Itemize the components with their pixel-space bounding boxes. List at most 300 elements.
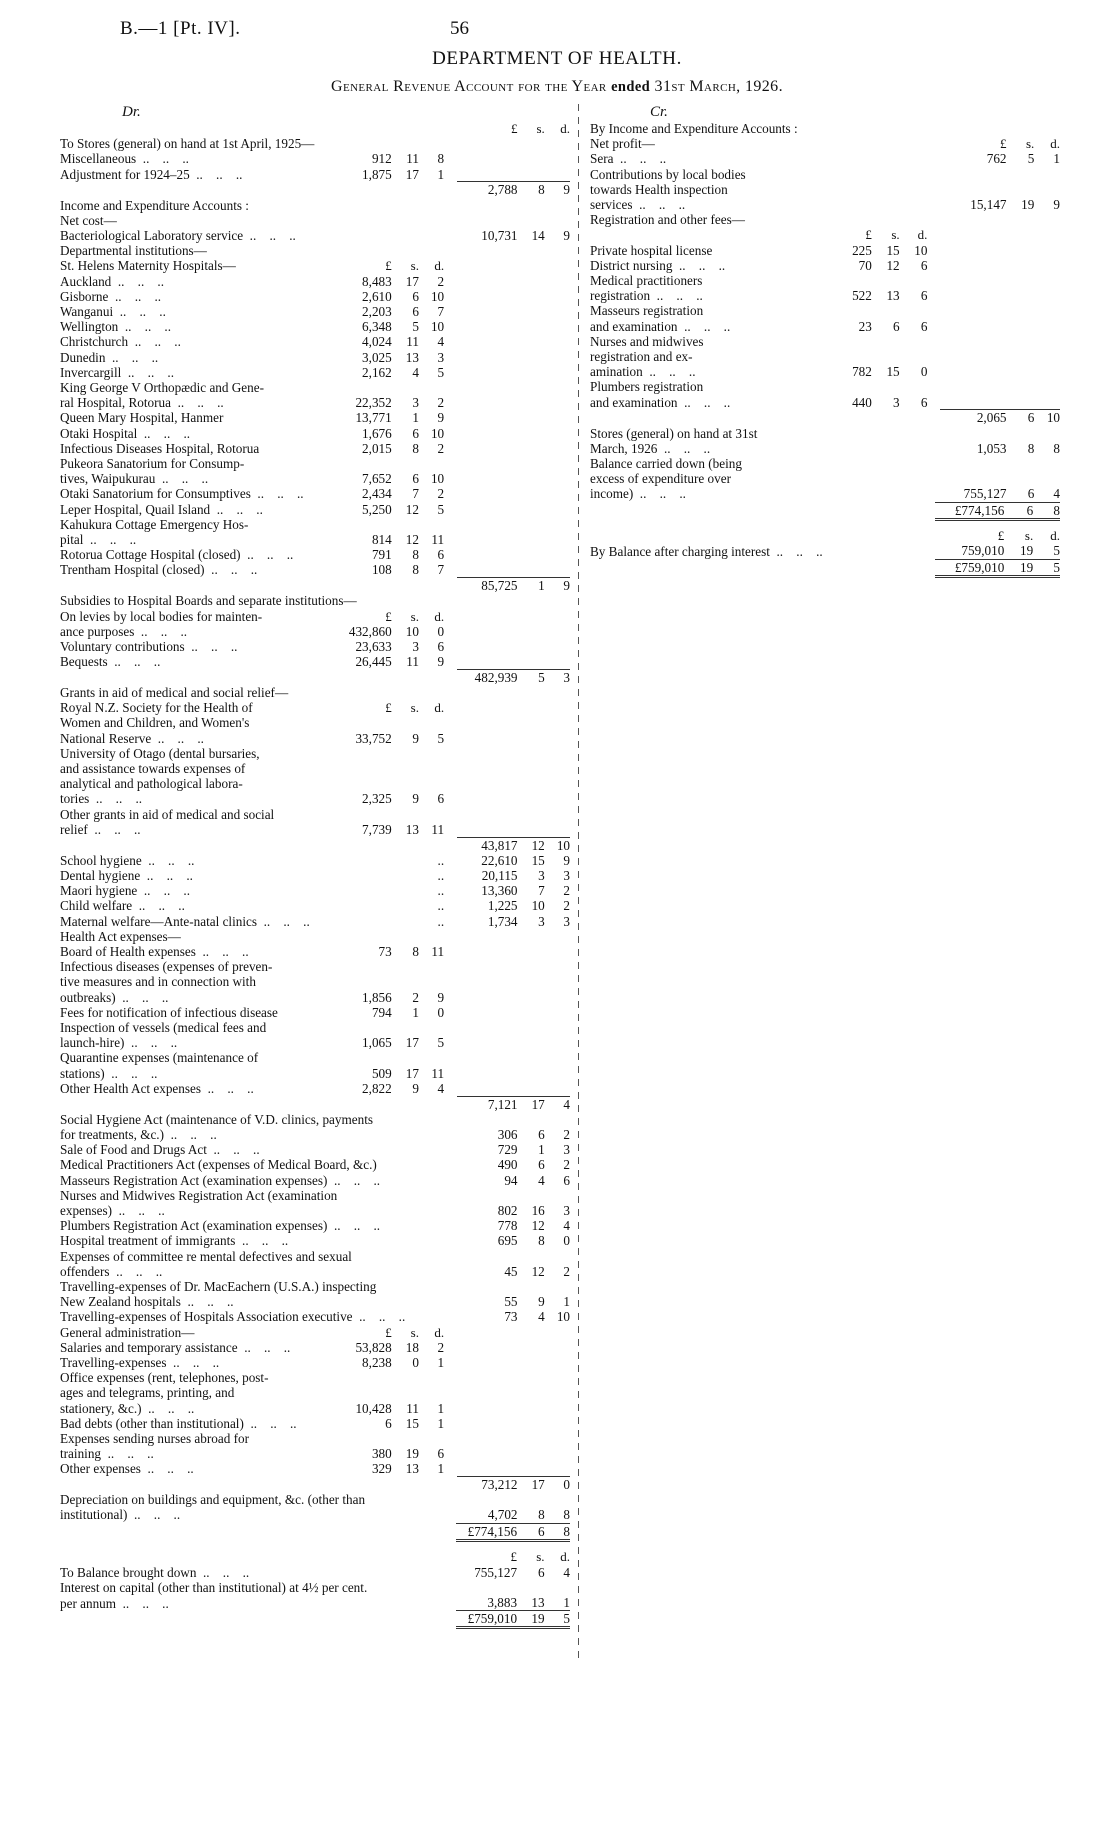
inner-pence: 1 <box>437 1354 445 1370</box>
table-row <box>60 456 570 471</box>
outer-pence <box>545 807 570 822</box>
outer-pounds <box>457 822 518 837</box>
inner-pence: 6 <box>437 1446 445 1462</box>
inner-shillings <box>872 151 900 166</box>
table-row <box>590 426 1060 441</box>
table-row <box>590 121 1060 136</box>
outer-pounds <box>940 243 1006 258</box>
inner-pence: d. <box>434 1324 445 1340</box>
row-description: pital .. .. .. <box>60 531 137 547</box>
table-row <box>60 731 570 746</box>
gap <box>927 212 940 227</box>
outer-pounds <box>457 761 518 776</box>
gap <box>444 914 457 929</box>
table-row <box>60 1580 570 1595</box>
outer-shillings <box>518 456 545 471</box>
outer-shillings: 3 <box>538 867 545 883</box>
gap <box>444 1081 457 1096</box>
outer-shillings: 6 <box>538 1157 545 1173</box>
outer-pence <box>545 334 570 349</box>
outer-shillings: 3 <box>538 913 545 929</box>
table-row <box>60 151 570 166</box>
gap <box>927 379 940 394</box>
gap <box>927 288 940 303</box>
inner-pounds: 782 <box>852 364 872 380</box>
gap <box>444 1050 457 1065</box>
outer-pounds <box>940 395 1006 410</box>
outer-pence <box>545 1050 570 1065</box>
gap <box>444 1294 457 1309</box>
outer-shillings <box>518 1355 545 1370</box>
table-row <box>60 1066 570 1081</box>
inner-pounds: £ <box>865 227 872 243</box>
inner-pence <box>419 228 444 243</box>
table-row <box>60 1096 570 1112</box>
gap <box>444 243 457 258</box>
table-row <box>60 319 570 334</box>
outer-pounds: 73,212 <box>457 1477 518 1493</box>
row-description: Sale of Food and Drugs Act .. .. .. <box>60 1142 260 1158</box>
outer-shillings <box>1007 243 1035 258</box>
inner-shillings: 8 <box>412 562 419 578</box>
row-description: ages and telegrams, printing, and <box>60 1385 235 1401</box>
inner-pence: d. <box>917 227 928 243</box>
row-description: Other Health Act expenses .. .. .. <box>60 1080 254 1096</box>
table-row <box>60 1157 570 1172</box>
debit-rows <box>60 136 570 1522</box>
gap <box>444 1340 457 1355</box>
outer-pence: 4 <box>563 1218 570 1234</box>
outer-shillings: 8 <box>538 1507 545 1523</box>
gap <box>444 1020 457 1035</box>
outer-shillings: 8 <box>1027 440 1035 456</box>
inner-shillings: 2 <box>412 989 419 1005</box>
outer-pence <box>545 1081 570 1096</box>
outer-shillings <box>518 700 545 715</box>
inner-shillings <box>392 456 419 471</box>
outer-shillings <box>518 1446 545 1461</box>
outer-pence <box>1034 212 1060 227</box>
outer-shillings <box>518 1035 545 1050</box>
outer-pence <box>545 274 570 289</box>
gap <box>444 380 457 395</box>
outer-pence <box>545 593 570 608</box>
table-row <box>60 1595 570 1611</box>
gap <box>444 365 457 380</box>
outer-pence <box>545 258 570 273</box>
inner-pounds: 7,652 <box>362 471 392 487</box>
outer-pence <box>545 731 570 746</box>
outer-pounds: 762 <box>986 151 1007 167</box>
outer-pence: 0 <box>563 1233 570 1249</box>
outer-shillings <box>518 517 545 532</box>
table-row <box>60 1565 570 1580</box>
inner-pounds: 8,238 <box>362 1354 392 1370</box>
outer-pounds <box>457 1279 518 1294</box>
outer-shillings <box>1007 456 1035 471</box>
outer-shillings <box>518 319 545 334</box>
inner-pence: 1 <box>437 166 445 182</box>
outer-pounds <box>457 1035 518 1050</box>
inner-pence <box>419 929 444 944</box>
gap <box>444 410 457 425</box>
row-description: Child welfare .. .. .. <box>60 898 185 914</box>
row-description: for treatments, &c.) .. .. .. <box>60 1126 217 1142</box>
outer-pence <box>545 1112 570 1127</box>
gap <box>444 1142 457 1157</box>
inner-pounds <box>327 517 392 532</box>
outer-pence <box>545 350 570 365</box>
inner-shillings: 19 <box>405 1446 419 1462</box>
outer-pounds: 73 <box>504 1309 518 1325</box>
inner-shillings <box>392 974 419 989</box>
outer-pence <box>545 776 570 791</box>
outer-pence <box>545 1401 570 1416</box>
debit-footer-col-pence: d. <box>560 1549 570 1565</box>
outer-shillings <box>517 1580 545 1595</box>
inner-shillings: 13 <box>405 821 419 837</box>
row-description: Depreciation on buildings and equipment, &c. (other than <box>60 1492 366 1508</box>
outer-pence <box>1034 379 1060 394</box>
debit-table <box>60 121 570 1523</box>
outer-shillings <box>518 1340 545 1355</box>
debit-total-shillings: 6 <box>517 1523 545 1540</box>
outer-pounds <box>457 547 518 562</box>
gap <box>444 1370 457 1385</box>
outer-shillings: 12 <box>531 1218 545 1234</box>
outer-pence: 8 <box>1053 440 1060 456</box>
outer-pounds <box>457 486 518 501</box>
inner-shillings <box>872 441 900 456</box>
row-description: Travelling-expenses of Dr. MacEachern (U.S.A.) inspecting <box>60 1278 377 1294</box>
gap <box>444 1096 457 1112</box>
inner-pounds <box>327 182 392 198</box>
row-description: Stores (general) on hand at 31st <box>590 425 758 441</box>
gap <box>444 1401 457 1416</box>
inner-pence <box>419 761 444 776</box>
row-description: Christchurch .. .. .. <box>60 334 181 350</box>
outer-shillings: s. <box>1025 136 1035 152</box>
account-title-post: 31st March, 1926. <box>650 78 783 95</box>
row-description: By Income and Expenditure Accounts : <box>590 121 798 136</box>
credit-footer-rows <box>590 543 1060 559</box>
outer-shillings <box>1007 395 1035 410</box>
row-description: Travelling-expenses .. .. .. <box>60 1354 220 1370</box>
inner-shillings: 0 <box>412 1354 419 1370</box>
inner-pounds: 7,739 <box>362 821 392 837</box>
outer-pence: 3 <box>563 867 570 883</box>
inner-pounds: 2,610 <box>362 288 392 304</box>
inner-pounds <box>812 197 872 212</box>
gap <box>927 319 940 334</box>
debit-grand-total-shillings: 19 <box>517 1611 545 1628</box>
gap <box>444 167 457 182</box>
inner-shillings: 1 <box>412 410 419 426</box>
outer-pounds <box>457 517 518 532</box>
page-number: 56 <box>450 18 469 39</box>
debit-label: Dr. <box>122 104 141 120</box>
table-row <box>60 1081 570 1096</box>
inner-pounds: 2,015 <box>362 440 392 456</box>
inner-pence: 2 <box>437 395 445 411</box>
inner-pence <box>900 121 928 136</box>
table-row <box>590 197 1060 212</box>
outer-pounds <box>457 593 518 608</box>
table-row <box>60 898 570 913</box>
inner-pounds <box>327 1477 392 1493</box>
inner-pence: .. <box>437 913 445 929</box>
outer-shillings <box>1007 288 1035 303</box>
outer-pounds: 2,788 <box>457 182 518 198</box>
outer-pounds <box>457 1401 518 1416</box>
gap <box>927 426 940 441</box>
outer-pounds <box>457 609 518 624</box>
outer-pence <box>1034 288 1060 303</box>
table-row <box>60 167 570 182</box>
outer-pounds <box>940 379 1006 394</box>
table-row <box>590 456 1060 471</box>
outer-pounds <box>940 471 1006 486</box>
row-description: amination .. .. .. <box>590 364 696 380</box>
row-description: Pukeora Sanatorium for Consump- <box>60 455 245 471</box>
inner-pence <box>900 486 928 501</box>
outer-shillings <box>518 1249 545 1264</box>
gap <box>927 182 940 197</box>
inner-pence <box>419 1096 444 1112</box>
credit-column <box>590 104 1060 578</box>
inner-pounds <box>327 776 392 791</box>
outer-pence <box>1034 303 1060 318</box>
inner-shillings: 6 <box>412 288 419 304</box>
outer-pounds <box>457 1066 518 1081</box>
outer-pence: 9 <box>563 227 570 243</box>
row-description: offenders .. .. .. <box>60 1263 163 1279</box>
outer-pence <box>545 167 570 182</box>
inner-pounds <box>812 151 872 166</box>
outer-pence <box>545 410 570 425</box>
row-description: Office expenses (rent, telephones, post- <box>60 1370 269 1386</box>
column-divider <box>578 104 579 1664</box>
table-row <box>60 136 570 151</box>
table-row <box>590 303 1060 318</box>
outer-shillings <box>518 213 545 228</box>
outer-shillings <box>518 167 545 182</box>
row-description: Salaries and temporary assistance .. .. .. <box>60 1339 291 1355</box>
table-row <box>60 380 570 395</box>
outer-shillings <box>518 547 545 562</box>
gap <box>444 198 457 213</box>
table-row <box>590 288 1060 303</box>
table-row <box>60 883 570 898</box>
inner-pence: .. <box>437 898 445 914</box>
gap <box>444 350 457 365</box>
inner-pence <box>419 1431 444 1446</box>
inner-pence <box>900 379 928 394</box>
outer-pence <box>545 213 570 228</box>
gap <box>444 898 457 913</box>
row-description: and examination .. .. .. <box>590 318 731 334</box>
inner-shillings: 3 <box>412 395 419 411</box>
inner-pence <box>419 1020 444 1035</box>
inner-pounds <box>812 471 872 486</box>
outer-pounds <box>457 624 518 639</box>
outer-pence: 3 <box>563 1202 570 1218</box>
gap <box>444 746 457 761</box>
inner-pence <box>419 1050 444 1065</box>
outer-pounds: 4,702 <box>487 1507 518 1523</box>
gap <box>444 562 457 577</box>
outer-shillings: 1 <box>518 578 545 594</box>
outer-pounds <box>940 364 1006 379</box>
outer-pence <box>545 319 570 334</box>
inner-pounds: 225 <box>852 242 872 258</box>
outer-shillings: 9 <box>538 1294 545 1310</box>
outer-shillings <box>1007 426 1035 441</box>
outer-shillings: 14 <box>531 227 545 243</box>
table-row <box>590 486 1060 501</box>
inner-pounds: 6,348 <box>362 319 392 335</box>
outer-shillings <box>518 304 545 319</box>
outer-shillings: 7 <box>538 883 545 899</box>
outer-shillings <box>518 776 545 791</box>
gap <box>444 639 457 654</box>
gap <box>444 1066 457 1081</box>
inner-pounds <box>327 243 392 258</box>
outer-pounds <box>457 959 518 974</box>
outer-shillings <box>518 1492 545 1507</box>
inner-shillings <box>872 167 900 182</box>
gap <box>444 213 457 228</box>
inner-pounds: £ <box>385 608 392 624</box>
inner-pence: 1 <box>437 1400 445 1416</box>
gap <box>444 624 457 639</box>
outer-shillings <box>518 1112 545 1127</box>
table-row <box>60 959 570 974</box>
inner-pence <box>419 1507 444 1522</box>
inner-pence <box>900 182 928 197</box>
outer-pounds <box>457 1050 518 1065</box>
outer-pence: 2 <box>563 1126 570 1142</box>
row-description: Medical Practitioners Act (expenses of Medical Board, &c.) <box>60 1157 377 1173</box>
outer-shillings <box>518 350 545 365</box>
inner-shillings <box>392 182 419 198</box>
table-row <box>60 1050 570 1065</box>
table-row <box>60 746 570 761</box>
outer-pounds <box>940 426 1006 441</box>
outer-shillings <box>518 959 545 974</box>
outer-shillings <box>518 624 545 639</box>
row-description: Grants in aid of medical and social relief— <box>60 685 289 701</box>
inner-shillings: 10 <box>405 623 419 639</box>
outer-shillings <box>518 990 545 1005</box>
outer-pence <box>545 791 570 806</box>
inner-pence <box>900 303 928 318</box>
debit-total-pence: 8 <box>545 1523 570 1540</box>
table-row <box>60 624 570 639</box>
debit-footer-rows <box>60 1565 570 1611</box>
row-description: Infectious Diseases Hospital, Rotorua <box>60 440 260 456</box>
gap <box>444 807 457 822</box>
outer-shillings: 17 <box>518 1096 545 1112</box>
outer-pounds <box>457 274 518 289</box>
credit-rows <box>590 121 1060 502</box>
row-description: To Balance brought down .. .. .. <box>60 1564 250 1580</box>
outer-pounds <box>457 1370 518 1385</box>
inner-shillings: 11 <box>406 334 419 350</box>
outer-shillings <box>518 1401 545 1416</box>
outer-pounds <box>457 334 518 349</box>
inner-shillings <box>392 1385 419 1400</box>
gap <box>444 426 457 441</box>
inner-pounds: 13,771 <box>355 410 392 426</box>
gap <box>927 303 940 318</box>
outer-pounds <box>457 167 518 182</box>
inner-shillings <box>392 136 419 151</box>
inner-pounds <box>327 837 392 853</box>
outer-shillings: 6 <box>1027 486 1035 502</box>
outer-pounds <box>457 746 518 761</box>
outer-pence <box>545 1249 570 1264</box>
outer-pence <box>1034 167 1060 182</box>
inner-pence <box>419 1127 444 1142</box>
outer-pounds <box>457 380 518 395</box>
outer-pence: 9 <box>545 182 570 198</box>
table-row <box>60 274 570 289</box>
gap <box>444 944 457 959</box>
table-row <box>60 1309 570 1324</box>
inner-pence: 11 <box>431 821 445 837</box>
outer-pence <box>545 1580 570 1595</box>
row-description: expenses) .. .. .. <box>60 1202 165 1218</box>
inner-pence <box>419 517 444 532</box>
gap <box>444 182 457 198</box>
inner-shillings <box>392 1127 419 1142</box>
outer-pounds: 755,127 <box>474 1564 518 1580</box>
outer-pence <box>545 1005 570 1020</box>
row-description: Travelling-expenses of Hospitals Association executive .. .. .. <box>60 1309 406 1325</box>
outer-pence <box>545 365 570 380</box>
table-row <box>60 289 570 304</box>
row-description: Dunedin .. .. .. <box>60 349 159 365</box>
row-description: Voluntary contributions .. .. .. <box>60 638 238 654</box>
row-description: Bequests .. .. .. <box>60 654 161 670</box>
outer-pence <box>545 1066 570 1081</box>
outer-shillings <box>1007 258 1035 273</box>
gap <box>444 1477 457 1493</box>
inner-pounds: 1,875 <box>362 166 392 182</box>
account-title <box>0 78 1114 96</box>
outer-pounds <box>457 1492 518 1507</box>
table-row <box>60 1112 570 1127</box>
outer-pounds <box>940 212 1006 227</box>
outer-pounds <box>457 1340 518 1355</box>
table-row <box>60 791 570 806</box>
inner-shillings <box>392 228 419 243</box>
inner-pounds <box>327 1264 392 1279</box>
gap <box>444 136 457 151</box>
table-row <box>60 1355 570 1370</box>
outer-pence: 9 <box>545 578 570 594</box>
table-row <box>60 304 570 319</box>
outer-pounds <box>457 700 518 715</box>
outer-pounds <box>940 319 1006 334</box>
inner-pence: 9 <box>437 654 445 670</box>
outer-pence <box>545 136 570 151</box>
inner-pence: 9 <box>437 989 445 1005</box>
row-description: Gisborne .. .. .. <box>60 288 162 304</box>
outer-pounds: £ <box>1000 136 1007 152</box>
table-row <box>590 471 1060 486</box>
